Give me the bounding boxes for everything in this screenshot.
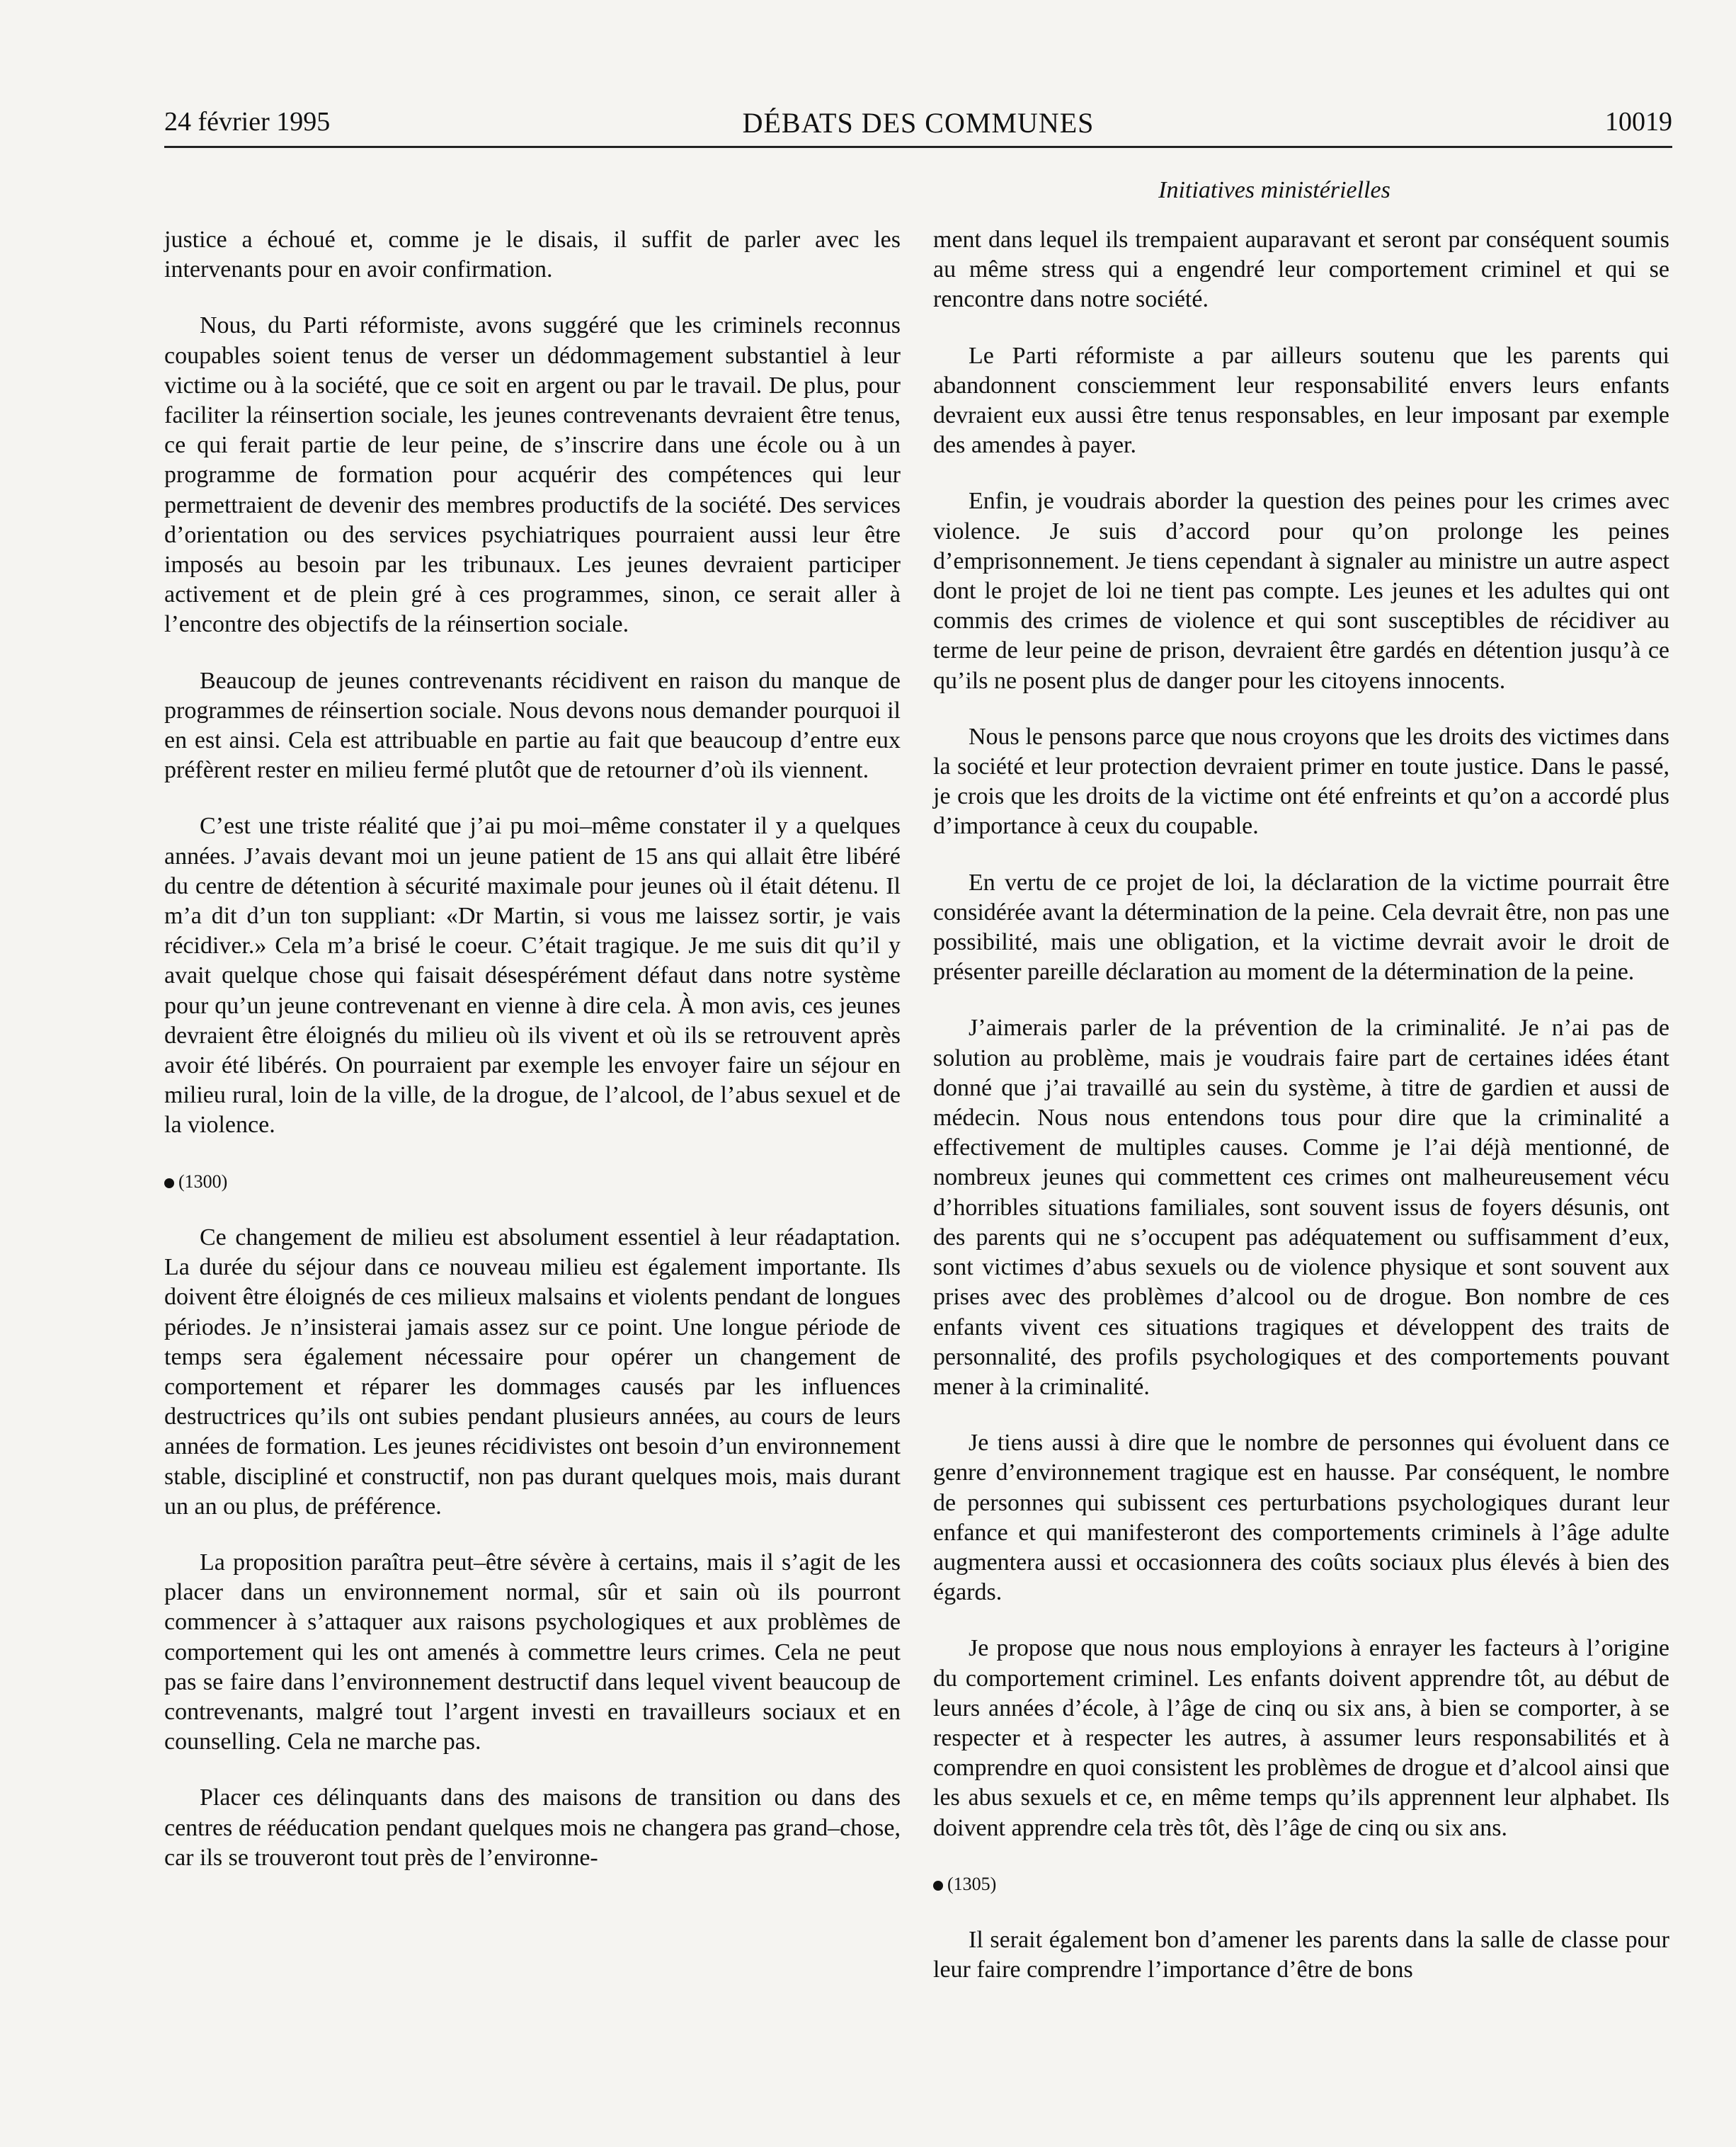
paragraph: Il serait également bon d’amener les parents dans la salle de classe pour leur faire comprendre l’importance d’être de bons	[933, 1926, 1669, 1983]
paragraph: Nous, du Parti réformiste, avons suggéré que les criminels reconnus coupables soient tenus de verser un dédommagement substantiel à leur victime ou à la société, que ce soit en argent ou par le travail. De plus, pour faciliter la réinsertion sociale, les jeunes contrevenants devraient être tenus, ce qui ferait partie de leur peine, de s’inscrire dans une école ou à un programme de formation pour acquérir des compétences qui leur permettraient de devenir des membres productifs de la société. Des services d’orientation ou des services psychiatriques pourraient aussi leur être imposés au besoin par les tribunaux. Les jeunes devraient participer activement et de plein gré à ces programmes, sinon, ce serait aller à l’encontre des objectifs de la réinsertion sociale.	[164, 312, 901, 638]
header-date: 24 février 1995	[164, 107, 331, 137]
paragraph: Beaucoup de jeunes contrevenants récidivent en raison du manque de programmes de réinsertion sociale. Nous devons nous demander pourquoi il en est ainsi. Cela est attribuable en partie au fait que beaucoup d’entre eux préfèrent rester en milieu fermé plutôt que de retourner d’où ils viennent.	[164, 667, 901, 784]
bullet-icon	[933, 1881, 943, 1891]
paragraph: justice a échoué et, comme je le disais, il suffit de parler avec les intervenants pour en avoir confirmation.	[164, 227, 901, 283]
paragraph: Enfin, je voudrais aborder la question des peines pour les crimes avec violence. Je suis d’accord pour qu’on prolonge les peines d’emprisonnement. Je tiens cependant à signaler au ministre un autre aspect dont le projet de loi ne tient pas compte. Les jeunes et les adultes qui ont commis des crimes de violence et qui sont susceptibles de récidiver au terme de leur peine de prison, devraient être gardés en détention jusqu’à ce qu’ils ne posent plus de danger pour les citoyens innocents.	[933, 488, 1669, 694]
paragraph: Je tiens aussi à dire que le nombre de personnes qui évoluent dans ce genre d’environnement tragique est en hausse. Par conséquent, le nombre de personnes qui subissent ces perturbations psychologiques durant leur enfance et qui manifesteront des comportements criminels à l’âge adulte augmentera aussi et occasionnera des coûts sociaux plus élevés à bien des égards.	[933, 1430, 1669, 1606]
time-marker	[164, 1167, 901, 1197]
paragraph: Le Parti réformiste a par ailleurs soutenu que les parents qui abandonnent consciemment leur responsabilité envers leurs enfants devraient eux aussi être tenus responsables, en leur imposant par exemple des amendes à payer.	[933, 342, 1669, 459]
paragraph: Je propose que nous nous employions à enrayer les facteurs à l’origine du comportement criminel. Les enfants doivent apprendre tôt, au début de leurs années d’école, à l’âge de cinq ou six ans, à bien se comporter, à se respecter et à respecter les autres, à assumer leurs responsabilités et à comprendre en quoi consistent les problèmes de drogue et d’alcool ainsi que les abus sexuels et ce, en même temps qu’ils apprennent leur alphabet. Ils doivent apprendre cela très tôt, dès l’âge de cinq ou six ans.	[933, 1635, 1669, 1841]
time-marker-label: (1305)	[947, 1873, 997, 1894]
paragraph: En vertu de ce projet de loi, la déclaration de la victime pourrait être considérée avant la détermination de la peine. Cela devrait être, non pas une possibilité, mais une obligation, et la victime devrait avoir le droit de présenter pareille déclaration au moment de la détermination de la peine.	[933, 869, 1669, 986]
paragraph: La proposition paraîtra peut–être sévère à certains, mais il s’agit de les placer dans un environnement normal, sûr et sain où ils pourront commencer à s’attaquer aux raisons psychologiques et aux problèmes de comportement qui les ont amenés à commettre leurs crimes. Cela ne peut pas se faire dans l’environnement destructif dans lequel vivent beaucoup de contrevenants, malgré tout l’argent investi en travailleurs sociaux et en counselling. Cela ne marche pas.	[164, 1549, 901, 1755]
page-header	[164, 101, 1672, 146]
right-column	[933, 225, 1669, 2011]
time-marker	[933, 1869, 1669, 1899]
paragraph: Nous le pensons parce que nous croyons que les droits des victimes dans la société et leur protection devraient primer en toute justice. Dans le passé, je crois que les droits de la victime ont été enfreints et qu’on a accordé plus d’importance à ceux du coupable.	[933, 723, 1669, 840]
paragraph: ment dans lequel ils trempaient auparavant et seront par conséquent soumis au même stress qui a engendré leur comportement criminel et qui se rencontre dans notre société.	[933, 227, 1669, 313]
header-title: DÉBATS DES COMMUNES	[742, 107, 1095, 139]
header-rule	[164, 146, 1672, 148]
paragraph: C’est une triste réalité que j’ai pu moi–même constater il y a quelques années. J’avais devant moi un jeune patient de 15 ans qui allait être libéré du centre de détention à sécurité maximale pour jeunes où il était détenu. Il m’a dit d’un ton suppliant: «Dr Martin, si vous me laissez sortir, je vais récidiver.» Cela m’a brisé le coeur. C’était tragique. Je me suis dit qu’il y avait quelque chose qui faisait désespérément défaut dans notre système pour qu’un jeune contrevenant en vienne à dire cela. À mon avis, ces jeunes devraient être éloignés du milieu où ils vivent et où ils se retrouvent après avoir été libérés. On pourraient par exemple les envoyer faire un séjour en milieu rural, loin de la ville, de la drogue, de l’alcool, de l’abus sexuel et de la violence.	[164, 813, 901, 1139]
time-marker-label: (1300)	[178, 1171, 228, 1192]
paragraph: Ce changement de milieu est absolument essentiel à leur réadaptation. La durée du séjour dans ce nouveau milieu est également importante. Ils doivent être éloignés de ces milieux malsains et violents pendant de longues périodes. Je n’insisterai jamais assez sur ce point. Une longue période de temps sera également nécessaire pour opérer un changement de comportement et réparer les dommages causés par les influences destructrices qu’ils ont subies pendant plusieurs années, au cours de leurs années de formation. Les jeunes récidivistes ont besoin d’un environnement stable, discipliné et constructif, non pas durant quelques mois, mais durant un an ou plus, de préférence.	[164, 1224, 901, 1520]
left-column	[164, 225, 901, 1899]
section-title: Initiatives ministérielles	[1158, 177, 1390, 203]
page-number: 10019	[1605, 107, 1672, 137]
paragraph: J’aimerais parler de la prévention de la criminalité. Je n’ai pas de solution au problème, mais je voudrais faire part de certaines idées étant donné que j’ai travaillé au sein du système, à titre de gardien et aussi de médecin. Nous nous entendons tous pour dire que la criminalité a effectivement de multiples causes. Comme je l’ai déjà mentionné, de nombreux jeunes qui commettent ces crimes ont malheureusement vécu d’horribles situations familiales, sont souvent issus de foyers désunis, ont des parents qui ne s’occupent pas adéquatement ou suffisamment d’eux, sont victimes d’abus sexuels ou de violence physique et sont souvent aux prises avec des problèmes d’alcool ou de drogue. Bon nombre de ces enfants vivent ces situations tragiques et développent des traits de personnalité, des profils psychologiques et des comportements pouvant mener à la criminalité.	[933, 1015, 1669, 1400]
paragraph: Placer ces délinquants dans des maisons de transition ou dans des centres de rééducation pendant quelques mois ne changera pas grand–chose, car ils se trouveront tout près de l’environne-	[164, 1784, 901, 1871]
bullet-icon	[164, 1178, 174, 1188]
